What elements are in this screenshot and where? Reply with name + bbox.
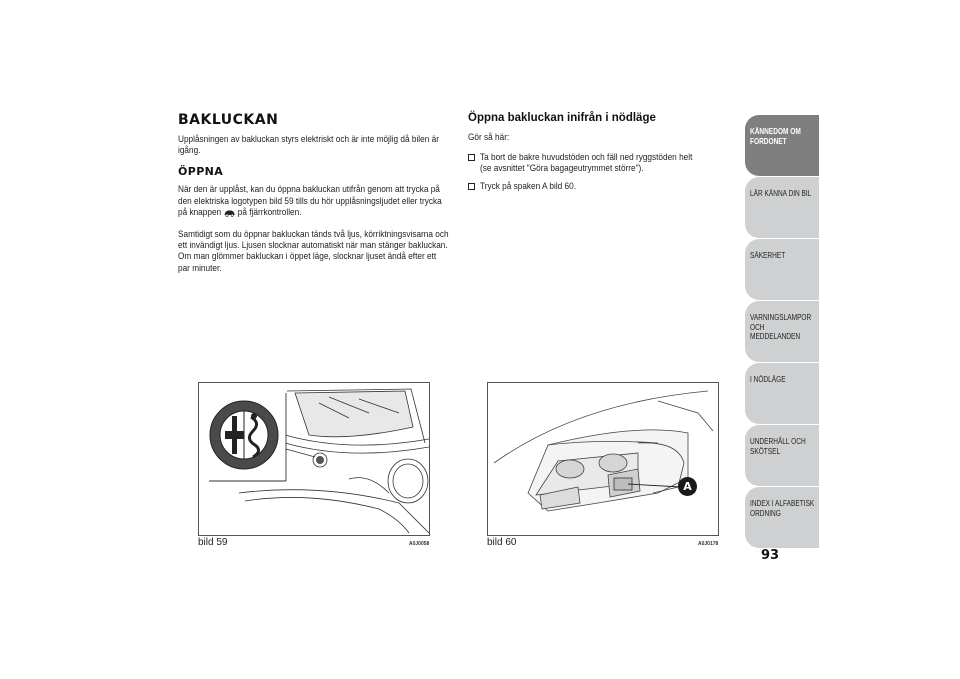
list-item (468, 181, 730, 192)
emergency-intro: Gör så här: (468, 132, 510, 143)
tab-label: SÄKERHET (750, 250, 786, 260)
figure-60-caption: bild 60 (487, 537, 517, 548)
tab-i-nodlage[interactable] (745, 363, 819, 424)
tab-varningslampor[interactable] (745, 301, 819, 362)
intro-paragraph: Upplåsningen av bakluckan styrs elektriskt och är inte möjlig då bilen är igång. (178, 134, 439, 157)
section-title: BAKLUCKAN (178, 112, 279, 128)
tab-label: INDEX I ALFABETISK ORDNING (750, 498, 815, 518)
tab-label: UNDERHÅLL OCH SKÖTSEL (750, 436, 806, 456)
tab-label: VARNINGSLAMPOR OCH MEDDELANDEN (750, 312, 812, 341)
open-paragraph-text-b: på fjärrkontrollen. (237, 206, 302, 218)
open-paragraph-text-a: När den är upplåst, kan du öppna bakluckan utifrån genom att trycka på den elektriska logotypen bild 59 tills du hör upplåsningsljudet eller trycka på knappen (178, 184, 442, 218)
checkbox-bullet-icon (468, 154, 475, 161)
right-column (468, 112, 730, 198)
tab-label: I NÖDLÄGE (750, 374, 786, 384)
emergency-title: Öppna bakluckan inifrån i nödläge (468, 112, 656, 124)
page-number: 93 (761, 548, 780, 563)
interior-lever-illustration (488, 383, 719, 536)
tab-lar-kanna-din-bil[interactable] (745, 177, 819, 238)
lights-paragraph: Samtidigt som du öppnar bakluckan tänds två ljus, körriktningsvisarna och ett invändigt ljus. Ljusen slocknar automatiskt när man stänger bakluckan. Om man glömmer bakluckan i öppet läge, slocknar ljuset ändå efter ett par minuter. (178, 229, 449, 274)
figure-59-caption: bild 59 (198, 537, 228, 548)
figure-59-tailgate-logo (198, 382, 430, 536)
tab-label: KÄNNEDOM OM FORDONET (750, 126, 801, 146)
tab-kannedom-om-fordonet[interactable] (745, 115, 819, 176)
list-item-text: Tryck på spaken A bild 60. (480, 180, 577, 192)
list-item-text: Ta bort de bakre huvudstöden och fäll ned ryggstöden helt (se avsnittet "Göra bagageutrymmet större"). (480, 152, 693, 175)
left-column (178, 112, 450, 283)
open-paragraph (178, 184, 449, 220)
tab-sakerhet[interactable] (745, 239, 819, 300)
tailgate-illustration (199, 383, 430, 536)
list-item (468, 152, 730, 174)
car-key-icon (223, 209, 235, 220)
tab-label: LÄR KÄNNA DIN BIL (750, 188, 812, 198)
callout-marker-a: A (678, 477, 697, 496)
figure-60-code: A0J0178 (698, 541, 719, 547)
figure-60-release-lever (487, 382, 719, 536)
chapter-tabs (745, 115, 819, 549)
figure-59-code: A0J0058 (409, 541, 430, 547)
tab-index[interactable] (745, 487, 819, 548)
alfa-logo-icon (210, 401, 278, 469)
open-subtitle: ÖPPNA (178, 165, 224, 179)
tab-underhall-och-skotsel[interactable] (745, 425, 819, 486)
checkbox-bullet-icon (468, 183, 475, 190)
